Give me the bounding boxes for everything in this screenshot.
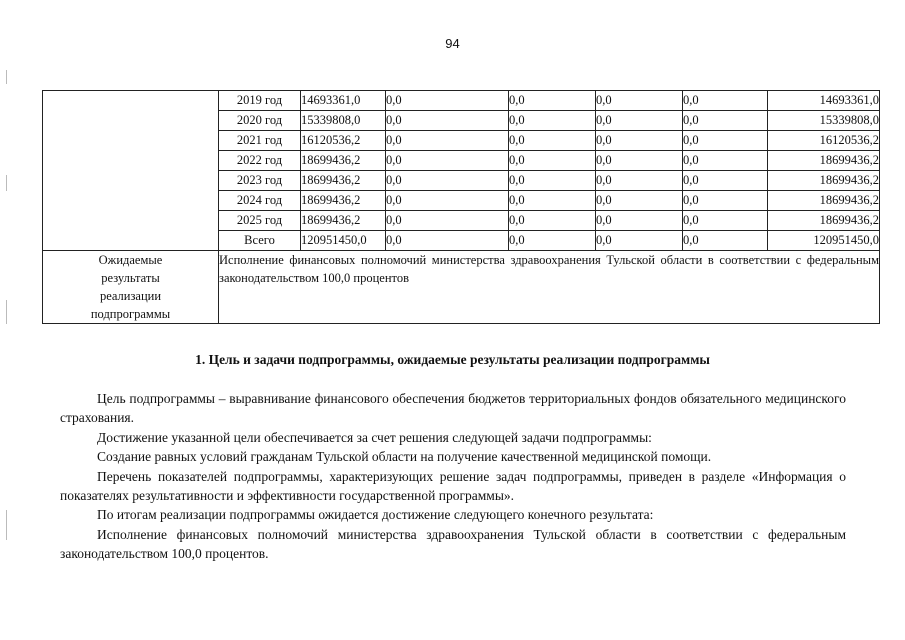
- value-cell: 0,0: [683, 211, 768, 231]
- scan-edge-mark: [6, 70, 7, 84]
- total-cell: 15339808,0: [301, 111, 386, 131]
- label-line: Ожидаемые: [98, 253, 163, 267]
- sum-cell: 15339808,0: [768, 111, 880, 131]
- value-cell: 0,0: [386, 111, 509, 131]
- value-cell: 0,0: [596, 91, 683, 111]
- value-cell: 0,0: [509, 231, 596, 251]
- body-text: [60, 389, 846, 564]
- value-cell: 0,0: [386, 91, 509, 111]
- value-cell: 0,0: [683, 91, 768, 111]
- sum-cell: 18699436,2: [768, 211, 880, 231]
- year-cell: 2019 год: [219, 91, 301, 111]
- sum-cell: 120951450,0: [768, 231, 880, 251]
- expected-results-row: [43, 251, 880, 324]
- year-cell: 2024 год: [219, 191, 301, 211]
- section-title: 1. Цель и задачи подпрограммы, ожидаемые результаты реализации подпрограммы: [195, 352, 710, 367]
- expected-results-label: [43, 251, 219, 324]
- year-cell: 2021 год: [219, 131, 301, 151]
- value-cell: 0,0: [386, 151, 509, 171]
- value-cell: 0,0: [596, 151, 683, 171]
- value-cell: 0,0: [596, 111, 683, 131]
- paragraph: Цель подпрограммы – выравнивание финансового обеспечения бюджетов территориальных фондов обязательного медицинского страхования.: [60, 391, 846, 426]
- label-line: подпрограммы: [90, 307, 171, 321]
- value-cell: 0,0: [386, 191, 509, 211]
- total-cell: 16120536,2: [301, 131, 386, 151]
- value-cell: 0,0: [683, 151, 768, 171]
- paragraph: По итогам реализации подпрограммы ожидается достижение следующего конечного результата:: [97, 507, 654, 523]
- paragraph: Перечень показателей подпрограммы, характеризующих решение задач подпрограммы, приведен в разделе «Информация о показателях результативности и эффективности государственной программы».: [60, 468, 846, 504]
- value-cell: 0,0: [596, 131, 683, 151]
- value-cell: 0,0: [509, 171, 596, 191]
- total-cell: 18699436,2: [301, 151, 386, 171]
- total-cell: 18699436,2: [301, 171, 386, 191]
- value-cell: 0,0: [509, 91, 596, 111]
- value-cell: 0,0: [509, 211, 596, 231]
- value-cell: 0,0: [683, 191, 768, 211]
- value-cell: 0,0: [596, 211, 683, 231]
- page-number: 94: [445, 36, 460, 51]
- value-cell: 0,0: [596, 191, 683, 211]
- sum-cell: 16120536,2: [768, 131, 880, 151]
- sum-cell: 18699436,2: [768, 171, 880, 191]
- value-cell: 0,0: [683, 131, 768, 151]
- value-cell: 0,0: [596, 171, 683, 191]
- sum-cell: 18699436,2: [768, 151, 880, 171]
- label-line: результаты: [101, 271, 160, 285]
- value-cell: 0,0: [596, 231, 683, 251]
- total-cell: 18699436,2: [301, 191, 386, 211]
- value-cell: 0,0: [386, 211, 509, 231]
- value-cell: 0,0: [509, 131, 596, 151]
- value-cell: 0,0: [683, 231, 768, 251]
- value-cell: 0,0: [386, 171, 509, 191]
- funding-table: [42, 90, 880, 324]
- value-cell: 0,0: [386, 231, 509, 251]
- scan-edge-mark: [6, 300, 7, 324]
- expected-results-text: Исполнение финансовых полномочий министерства здравоохранения Тульской области в соответствии с федеральным законодательством 100,0 процентов: [219, 251, 880, 324]
- value-cell: 0,0: [509, 191, 596, 211]
- scan-edge-mark: [6, 175, 7, 191]
- year-cell: 2022 год: [219, 151, 301, 171]
- paragraph: Достижение указанной цели обеспечивается за счет решения следующей задачи подпрограммы:: [97, 429, 652, 445]
- paragraph: Создание равных условий гражданам Тульской области на получение качественной медицинской помощи.: [97, 449, 712, 465]
- label-line: реализации: [99, 289, 162, 303]
- year-cell: 2023 год: [219, 171, 301, 191]
- year-cell: 2025 год: [219, 211, 301, 231]
- total-cell: 120951450,0: [301, 231, 386, 251]
- funding-row: [43, 91, 880, 111]
- year-cell: 2020 год: [219, 111, 301, 131]
- year-cell: Всего: [219, 231, 301, 251]
- sum-cell: 14693361,0: [768, 91, 880, 111]
- value-cell: 0,0: [386, 131, 509, 151]
- total-cell: 14693361,0: [301, 91, 386, 111]
- value-cell: 0,0: [683, 111, 768, 131]
- scan-edge-mark: [6, 510, 7, 540]
- value-cell: 0,0: [683, 171, 768, 191]
- value-cell: 0,0: [509, 151, 596, 171]
- total-cell: 18699436,2: [301, 211, 386, 231]
- paragraph: Исполнение финансовых полномочий министерства здравоохранения Тульской области в соответствии с федеральным законодательством 100,0 процентов.: [60, 526, 846, 562]
- value-cell: 0,0: [509, 111, 596, 131]
- empty-label-cell: [43, 91, 219, 251]
- sum-cell: 18699436,2: [768, 191, 880, 211]
